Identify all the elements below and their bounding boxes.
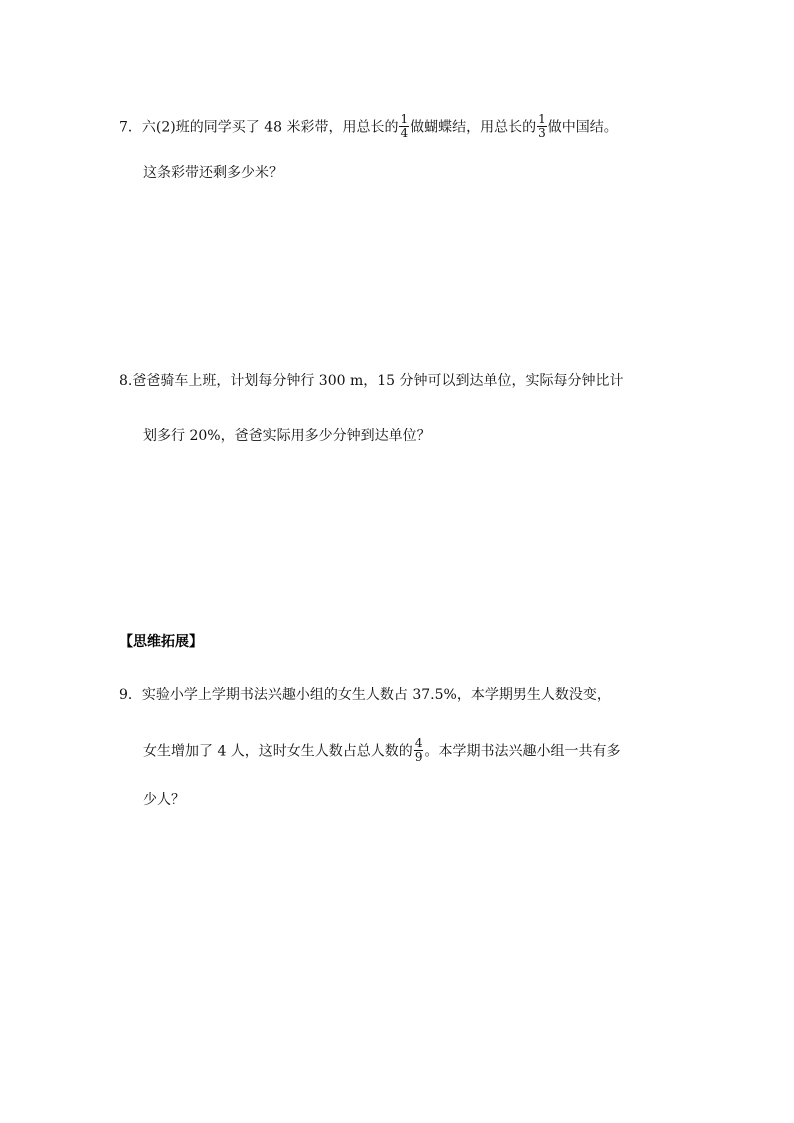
question-9-text-line-1: 实验小学上学期书法兴趣小组的女生人数占 37.5%，本学期男生人数没变， [141,687,611,703]
fraction-denominator: 3 [538,126,546,140]
question-9-text-part-2: 。本学期书法兴趣小组一共有多 [424,743,621,760]
fraction-one-quarter [399,113,409,140]
fraction-denominator: 9 [414,750,423,764]
question-7-text-part-2: 做蝴蝶结，用总长的 [410,119,537,136]
fraction-four-ninths [414,737,424,764]
question-9-line-3: 少人？ [143,792,185,808]
fraction-numerator: 1 [538,112,546,126]
question-7-text-part-1: 六(2)班的同学买了 48 米彩带，用总长的 [141,119,399,136]
fraction-one-third [537,113,547,140]
question-7-line-2: 这条彩带还剩多少米？ [143,165,283,181]
question-9-number: 9． [119,687,142,703]
fraction-denominator: 4 [400,126,409,140]
question-7-line-1 [119,114,618,141]
question-7-number: 7． [119,119,142,136]
question-9-text-part-1: 女生增加了 4 人，这时女生人数占总人数的 [143,743,413,760]
fraction-numerator: 1 [400,112,409,126]
question-9-line-1 [119,685,611,705]
fraction-numerator: 4 [414,736,423,750]
question-9-line-2 [143,738,620,765]
question-8-line-2: 划多行 20%，爸爸实际用多少分钟到达单位？ [143,428,431,444]
question-8-line-1: 8.爸爸骑车上班，计划每分钟行 300 m，15 分钟可以到达单位，实际每分钟比计 [119,373,624,389]
question-7-text-part-3: 做中国结。 [547,119,618,136]
section-heading: 【思维拓展】 [119,634,203,650]
